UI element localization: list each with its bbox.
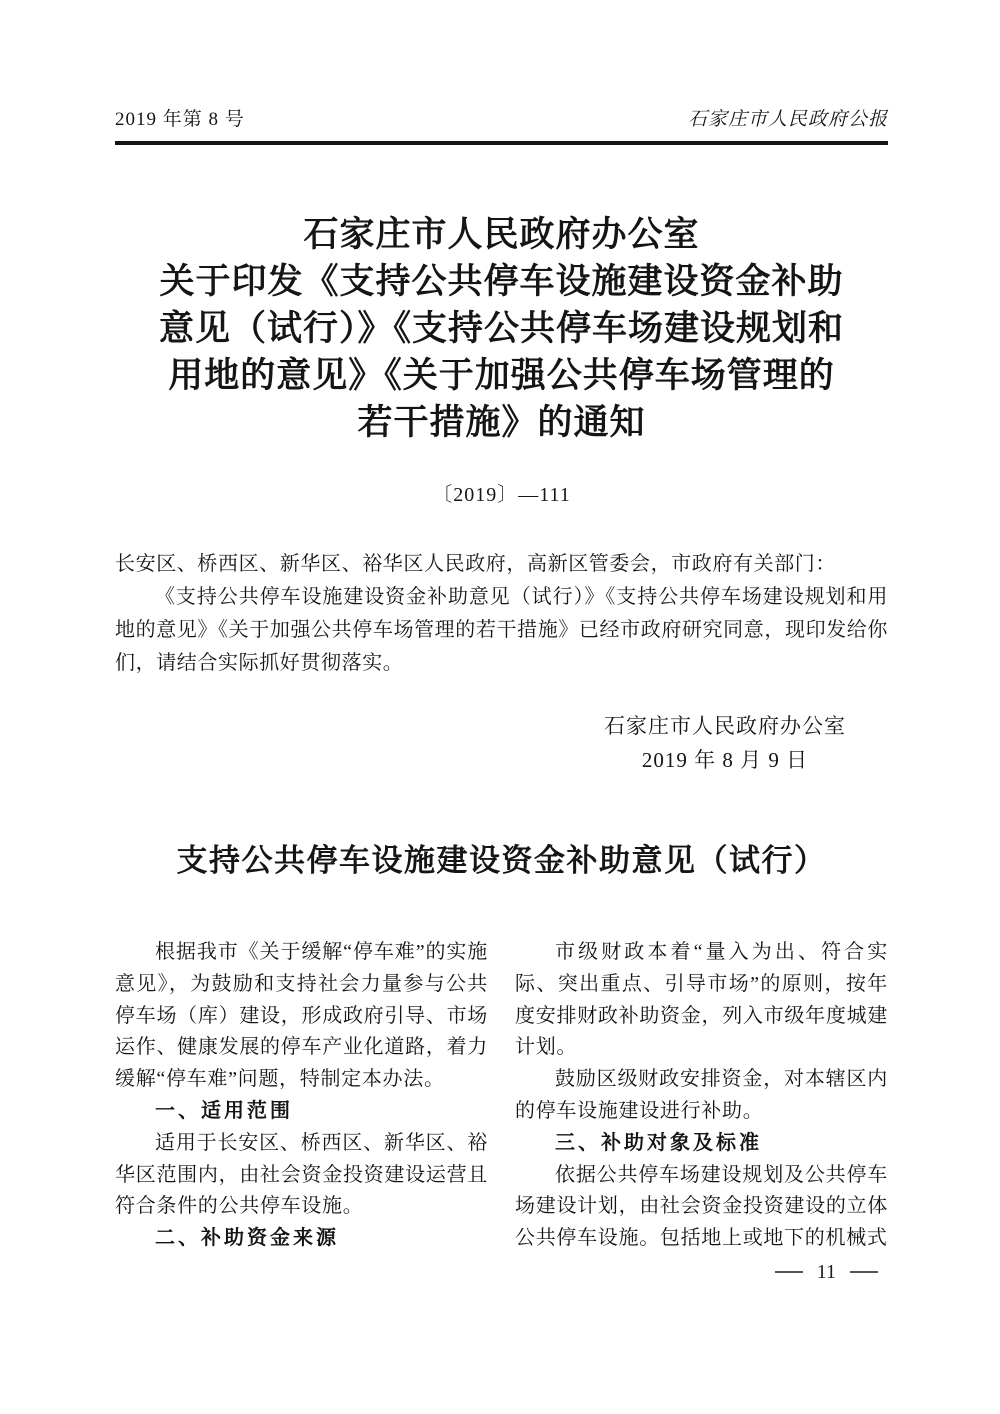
notice-title (115, 211, 888, 446)
paragraph: 鼓励区级财政安排资金，对本辖区内的停车设施建设进行补助。 (515, 1068, 888, 1122)
notice-body (115, 548, 888, 680)
header-double-rule (115, 141, 888, 145)
signature-block (604, 709, 846, 777)
notice-title-line: 意见（试行）》《支持公共停车场建设规划和 (158, 309, 844, 348)
paragraph: 市级财政本着“量入为出、符合实际、突出重点、引导市场”的原则，按年度安排财政补助资金，列入市级年度城建计划。 (515, 941, 888, 1059)
salutation: 长安区、桥西区、新华区、裕华区人民政府，高新区管委会，市政府有关部门： (115, 553, 836, 575)
section-heading-1: 一、适用范围 (155, 1099, 293, 1122)
left-column (115, 937, 488, 1255)
signer-name: 石家庄市人民政府办公室 (604, 714, 846, 738)
notice-title-line: 关于印发《支持公共停车设施建设资金补助 (159, 262, 844, 301)
page-number-dash-right (850, 1271, 878, 1273)
notice-title-line: 用地的意见》《关于加强公共停车场管理的 (168, 356, 835, 395)
running-head (115, 108, 888, 132)
right-column (515, 937, 888, 1255)
paragraph: 依据公共停车场建设规划及公共停车场建设计划，由社会资金投资建设的立体公共停车设施。包括地上或地下的机械式 (515, 1163, 888, 1250)
section-heading-2: 二、补助资金来源 (155, 1227, 339, 1250)
attachment-title: 支持公共停车设施建设资金补助意见（试行） (176, 843, 827, 878)
page-number-value: 11 (816, 1261, 836, 1283)
document-number: 〔2019〕—111 (432, 484, 571, 506)
page-number (775, 1258, 878, 1286)
gazette-name: 石家庄市人民政府公报 (687, 109, 888, 130)
paragraph: 适用于长安区、桥西区、新华区、裕华区范围内，由社会资金投资建设运营且符合条件的公共停车设施。 (115, 1131, 488, 1218)
section-heading-3: 三、补助对象及标准 (555, 1131, 762, 1154)
notice-title-line: 石家庄市人民政府办公室 (303, 215, 700, 254)
paragraph: 根据我市《关于缓解“停车难”的实施意见》，为鼓励和支持社会力量参与公共停车场（库）建设，形成政府引导、市场运作、健康发展的停车产业化道路，着力缓解“停车难”问题，特制定本办法。 (115, 941, 488, 1091)
issue-number: 2019 年第 8 号 (115, 109, 245, 130)
sign-date: 2019 年 8 月 9 日 (641, 748, 809, 772)
notice-title-line: 若干措施》的通知 (357, 403, 646, 442)
page-number-dash-left (775, 1271, 803, 1273)
notice-paragraph: 《支持公共停车设施建设资金补助意见（试行）》《支持公共停车场建设规划和用地的意见》《关于加强公共停车场管理的若干措施》已经市政府研究同意，现印发给你们，请结合实际抓好贯彻落实。 (115, 586, 888, 674)
two-column-body (115, 937, 888, 1255)
